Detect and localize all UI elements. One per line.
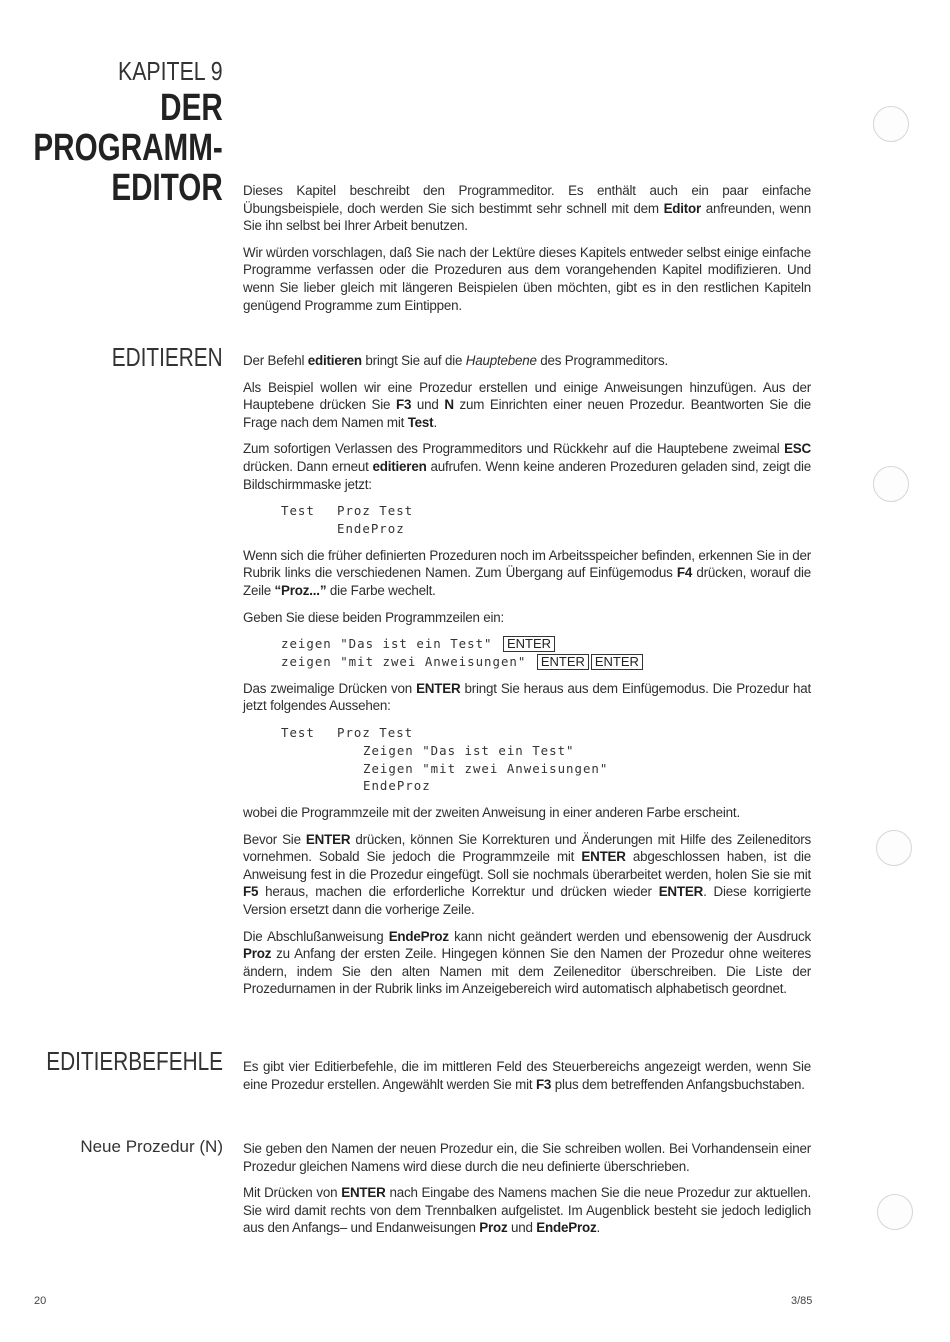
punch-hole bbox=[877, 1194, 913, 1230]
section-heading-editierbefehle: EDITIERBEFEHLE bbox=[46, 1046, 223, 1076]
chapter-title bbox=[34, 88, 223, 208]
punch-hole bbox=[873, 466, 909, 502]
editierbefehle-section bbox=[243, 1058, 811, 1102]
body-paragraph: Die Abschlußanweisung EndeProz kann nicht geändert werden und ebensowenig der Ausdruck Proz zu Anfang der ersten Zeile. Hingegen können Sie den Namen der Prozedur ohne weiteres ändern, indem Sie den alten Namen mit dem Zeileneditor überschreiben. Die Liste der Prozedurnamen in der Rubrik links im Anzeigebereich wird automatisch alphabetisch geordnet. bbox=[243, 928, 811, 997]
code-block: Test Proz Test Zeigen "Das ist ein Test" Zeigen "mit zwei Anweisungen" EndeProz bbox=[281, 724, 609, 794]
intro-section bbox=[243, 182, 811, 323]
intro-paragraph: Wir würden vorschlagen, daß Sie nach der Lektüre dieses Kapitels entweder selbst einige einfache Programme verfassen oder die Prozeduren aus dem vorangehenden Kapitel modifizieren. Und wenn Sie lieber gleich mit längeren Beispielen üben möchten, gibt es in den restlichen Kapiteln genügend Programme zum Eintippen. bbox=[243, 244, 811, 313]
intro-paragraph: Dieses Kapitel beschreibt den Programmeditor. Es enthält auch ein paar einfache Übungsbeispiele, doch werden Sie sich bestimmt sehr schnell mit dem Editor anfreunden, wenn Sie ihn selbst bei Ihrer Arbeit benutzen. bbox=[243, 183, 812, 234]
body-paragraph: Sie geben den Namen der neuen Prozedur ein, die Sie schreiben wollen. Bei Vorhandensein einer Prozedur gleichen Namens wird diese durch die neu definierte überschrieben. bbox=[243, 1141, 811, 1174]
body-paragraph: Der Befehl editieren bringt Sie auf die Hauptebene des Programmeditors. bbox=[243, 353, 668, 368]
body-paragraph: Als Beispiel wollen wir eine Prozedur erstellen und einige Anweisungen hinzufügen. Aus der Hauptebene drücken Sie F3 und N zum Einrichten einer neuen Prozedur. Beantworten Sie die Frage nach dem Namen mit Test. bbox=[243, 379, 811, 430]
editieren-section bbox=[243, 352, 811, 1007]
enter-key: ENTER bbox=[537, 654, 589, 670]
body-paragraph: wobei die Programmzeile mit der zweiten Anweisung in einer anderen Farbe erscheint. bbox=[243, 805, 740, 821]
punch-hole bbox=[876, 830, 912, 866]
body-paragraph: Bevor Sie ENTER drücken, können Sie Korrekturen und Änderungen mit Hilfe des Zeileneditors vornehmen. Sobald Sie jedoch die Programmzeile mit ENTER abgeschlossen haben, ist die Anweisung fest in die Prozedur eingefügt. Soll sie nochmals überarbeitet werden, holen Sie sie mit F5 heraus, machen die erforderliche Korrektur und drücken wieder ENTER. Diese korrigierte Version ersetzt dann die vorherige Zeile. bbox=[243, 831, 811, 918]
body-paragraph: Es gibt vier Editierbefehle, die im mittleren Feld des Steuerbereichs angezeigt werden, wenn Sie eine Prozedur erstellen. Angewählt werden Sie mit F3 plus dem betreffenden Anfangsbuchstaben. bbox=[243, 1059, 811, 1092]
chapter-title-line: PROGRAMM- bbox=[33, 127, 223, 169]
page-number: 20 bbox=[34, 1295, 47, 1307]
body-paragraph: Mit Drücken von ENTER nach Eingabe des Namens machen Sie die neue Prozedur zur aktuellen. Sie wird damit rechts von dem Trennbalken aufgelistet. Im Augenblick besteht sie jedoch lediglich aus den Anfangs– und Endanweisungen Proz und EndeProz. bbox=[243, 1185, 812, 1236]
neue-prozedur-section bbox=[243, 1140, 811, 1246]
section-heading-editieren: EDITIEREN bbox=[112, 342, 223, 372]
code-block: Test Proz Test EndeProz bbox=[281, 503, 414, 536]
body-paragraph: Zum sofortigen Verlassen des Programmeditors und Rückkehr auf die Hauptebene zweimal ESC drücken. Dann erneut editieren aufrufen. Wenn keine anderen Prozeduren geladen sind, zeigt die Bildschirmmaske jetzt: bbox=[243, 441, 811, 492]
chapter-title-line: EDITOR bbox=[111, 167, 223, 209]
punch-hole bbox=[873, 106, 909, 142]
chapter-label: KAPITEL 9 bbox=[118, 56, 223, 86]
enter-key: ENTER bbox=[503, 636, 555, 652]
subheading-neue-prozedur: Neue Prozedur (N) bbox=[80, 1137, 223, 1156]
enter-key: ENTER bbox=[591, 654, 643, 670]
code-block: zeigen "Das ist ein Test" ENTER zeigen "mit zwei Anweisungen" ENTER ENTER bbox=[281, 635, 811, 671]
body-paragraph: Geben Sie diese beiden Programmzeilen ein: bbox=[243, 609, 505, 625]
body-paragraph: Das zweimalige Drücken von ENTER bringt Sie heraus aus dem Einfügemodus. Die Prozedur hat jetzt folgendes Aussehen: bbox=[243, 680, 811, 714]
print-date: 3/85 bbox=[791, 1295, 813, 1307]
body-paragraph: Wenn sich die früher definierten Prozeduren noch im Arbeitsspeicher befinden, erkennen Sie in der Rubrik links die verschiedenen Namen. Zum Übergang auf Einfügemodus F4 drücken, worauf die Zeile “Proz...” die Farbe wechelt. bbox=[243, 547, 811, 598]
chapter-title-line: DER bbox=[160, 87, 223, 129]
